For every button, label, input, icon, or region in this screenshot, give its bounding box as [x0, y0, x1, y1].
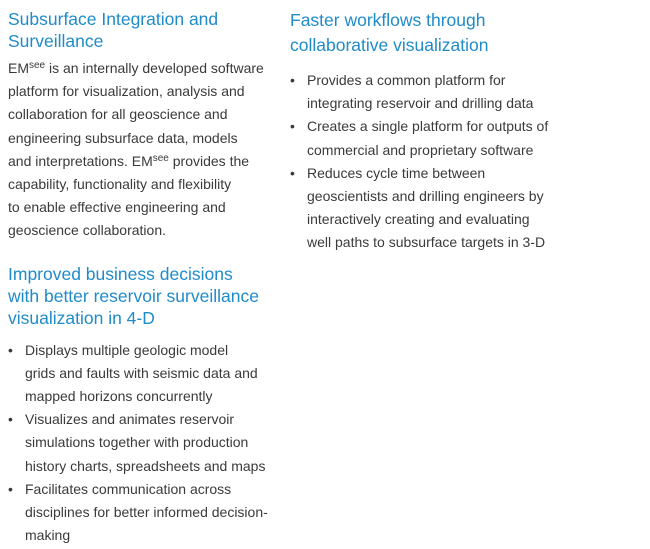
list-item-line: Reduces cycle time between: [307, 164, 486, 181]
list-item-line: geoscientists and drilling engineers by: [307, 188, 544, 205]
text-fragment: and interpretations. EM: [8, 152, 153, 169]
list-item: [8, 339, 278, 409]
list-item: [8, 408, 278, 478]
list-item-line: commercial and proprietary software: [307, 141, 534, 158]
list-item: [290, 69, 590, 115]
bullet-icon: •: [290, 72, 295, 88]
list-item-line: well paths to subsurface targets in 3-D: [307, 234, 546, 251]
bullet-icon: •: [290, 118, 295, 135]
intro-line: [8, 150, 278, 173]
intro-line: to enable effective engineering and: [8, 199, 226, 216]
list-item-line: Visualizes and animates reservoir: [25, 411, 235, 428]
list-item-line: mapped horizons concurrently: [25, 388, 213, 405]
bullet-icon: •: [8, 341, 13, 358]
intro-line: platform for visualization, analysis and: [8, 83, 245, 100]
list-item-line: simulations together with production: [25, 434, 249, 451]
text-fragment: provides the: [168, 152, 250, 169]
intro-line: collaboration for all geoscience and: [8, 106, 228, 123]
business-decisions-list: [8, 339, 278, 548]
intro-line: engineering subsurface data, models: [8, 129, 238, 146]
list-item: [290, 115, 590, 161]
intro-line: capability, functionality and flexibility: [8, 176, 232, 193]
list-item-line: grids and faults with seismic data and: [25, 364, 258, 381]
list-item-line: Facilitates communication across: [25, 480, 232, 497]
list-item-line: disciplines for better informed decision-: [25, 504, 268, 521]
bullet-icon: •: [290, 164, 295, 181]
faster-workflows-list: [290, 69, 590, 255]
list-item-line: interactively creating and evaluating: [307, 211, 530, 228]
list-item-line: making: [25, 527, 71, 544]
section-heading-business-decisions: Improved business decisions with better reservoir surveillance visualization in 4-D: [8, 263, 259, 328]
list-item: [8, 478, 278, 548]
text-em: EM: [8, 60, 29, 76]
intro-line: [8, 57, 278, 80]
list-item-line: Displays multiple geologic model: [25, 341, 229, 358]
intro-paragraph: [8, 57, 278, 243]
bullet-icon: •: [8, 411, 13, 428]
superscript-see: see: [152, 152, 169, 164]
right-column: [290, 8, 590, 255]
section-heading-subsurface-integration: Subsurface Integration and Surveillance: [8, 9, 219, 51]
section-heading-faster-workflows: Faster workflows through collaborative visualization: [290, 10, 489, 55]
superscript-see: see: [29, 60, 46, 71]
bullet-icon: •: [8, 480, 13, 497]
left-column: [8, 8, 278, 547]
list-item-line: Creates a single platform for outputs of: [307, 118, 549, 135]
intro-line: geoscience collaboration.: [8, 222, 166, 239]
list-item-line: history charts, spreadsheets and maps: [25, 457, 266, 474]
list-item: [290, 162, 590, 255]
list-item-line: integrating reservoir and drilling data: [307, 95, 534, 112]
list-item-line: Provides a common platform for: [307, 72, 506, 88]
text-fragment: is an internally developed software: [45, 60, 264, 76]
